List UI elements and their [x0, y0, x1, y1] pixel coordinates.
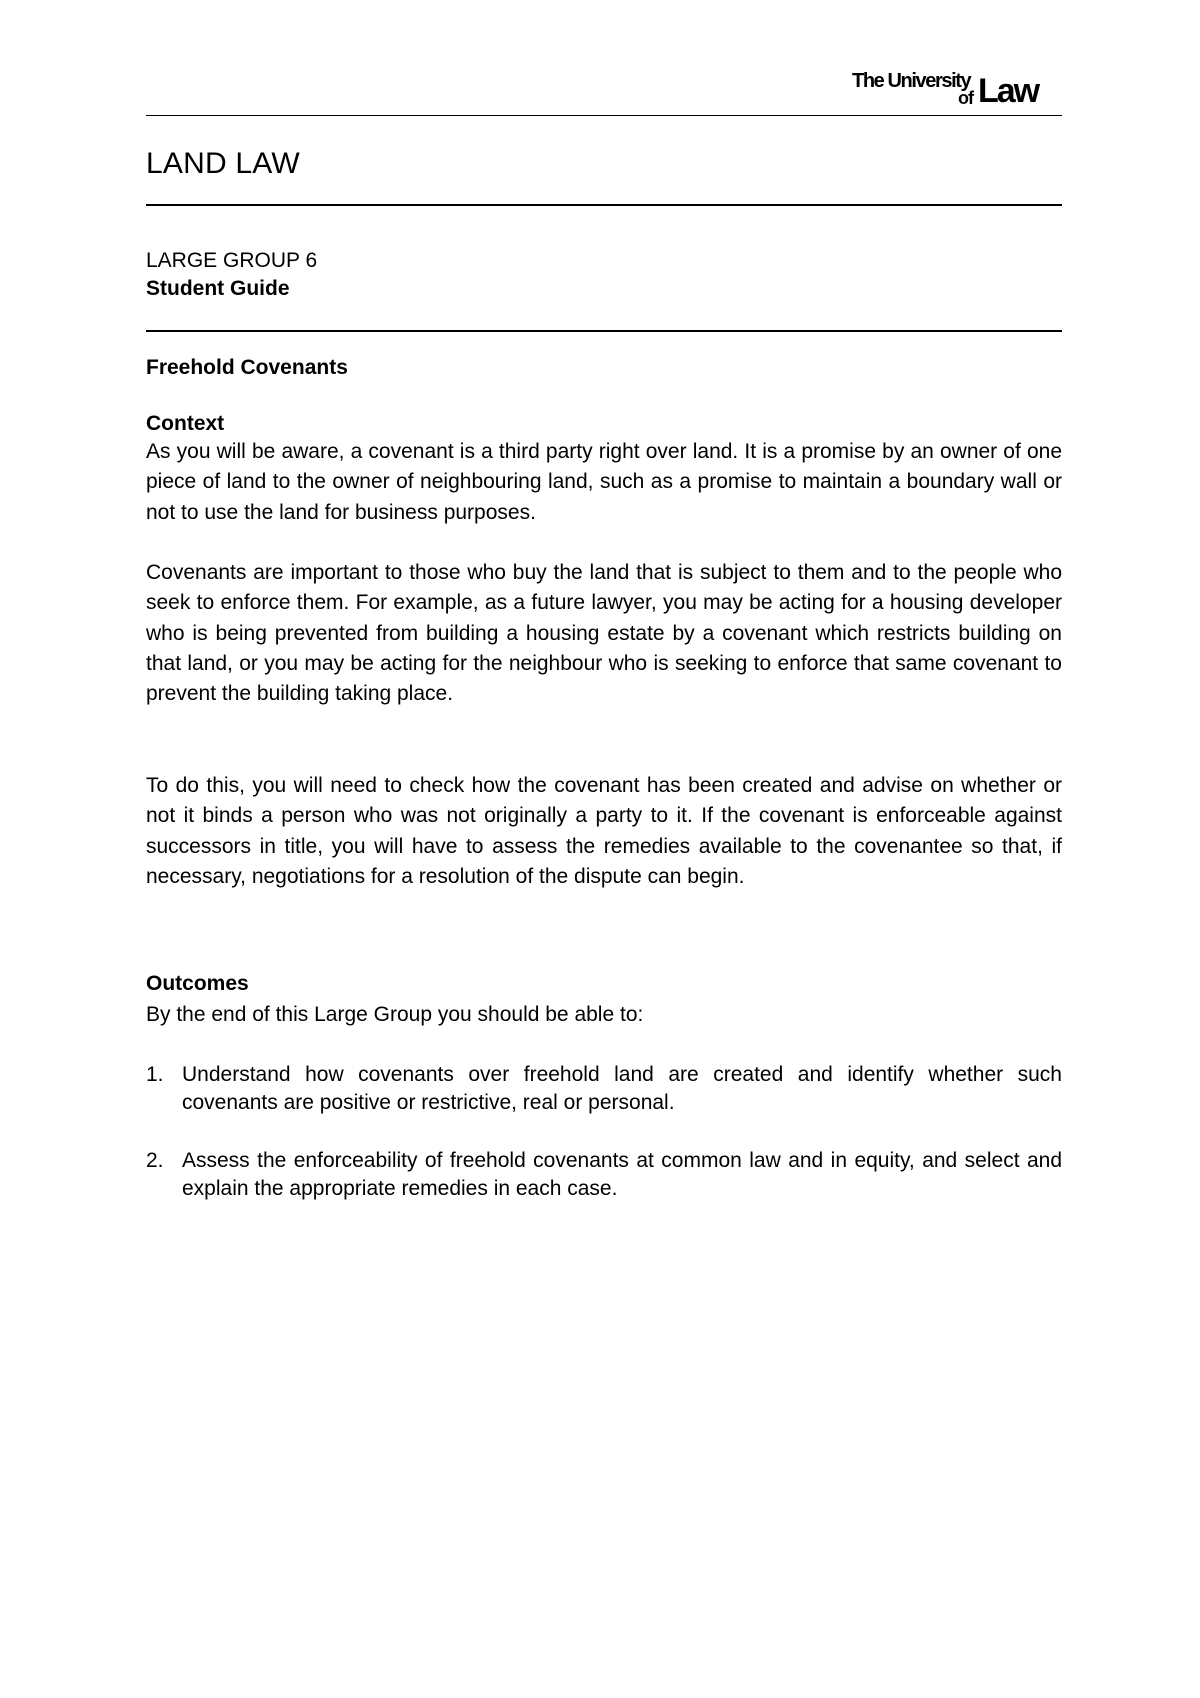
outcome-item-1 [146, 1061, 1062, 1117]
header-rule-top [146, 115, 1062, 116]
outcomes-intro: By the end of this Large Group you should be able to: [146, 1003, 644, 1026]
logo-of: of [958, 88, 973, 108]
context-heading: Context [146, 412, 225, 435]
outcome-number: 1. [146, 1063, 164, 1086]
topic-heading: Freehold Covenants [146, 356, 348, 379]
outcomes-heading: Outcomes [146, 972, 249, 995]
outcome-item-2 [146, 1147, 1062, 1203]
title-rule [146, 204, 1062, 206]
university-of-law-logo [852, 68, 1062, 112]
large-group-label: LARGE GROUP 6 [146, 249, 318, 272]
outcome-text: Assess the enforceability of freehold covenants at common law and in equity, and select and explain the appropriate remedies in each case. [182, 1149, 1062, 1200]
subhead-rule [146, 330, 1062, 332]
logo-line1: The University [852, 70, 971, 92]
logo-law: Law [978, 72, 1039, 110]
document-title: LAND LAW [146, 147, 300, 180]
context-paragraph-1: As you will be aware, a covenant is a third party right over land. It is a promise by an owner of one piece of land to the owner of neighbouring land, such as a promise to maintain a boundary wall or not to use the land for business purposes. [146, 440, 1062, 524]
context-paragraph-2: Covenants are important to those who buy the land that is subject to them and to the people who seek to enforce them. For example, as a future lawyer, you may be acting for a housing developer who is being prevented from building a housing estate by a covenant which restricts building on that land, or you may be acting for the neighbour who is seeking to enforce that same covenant to prevent the building taking place. [146, 561, 1062, 706]
outcome-text: Understand how covenants over freehold land are created and identify whether such covenants are positive or restrictive, real or personal. [182, 1063, 1062, 1114]
student-guide-label: Student Guide [146, 277, 290, 300]
context-paragraph-3: To do this, you will need to check how the covenant has been created and advise on whether or not it binds a person who was not originally a party to it. If the covenant is enforceable against successors in title, you will have to assess the remedies available to the covenantee so that, if necessary, negotiations for a resolution of the dispute can begin. [146, 774, 1062, 888]
outcome-number: 2. [146, 1149, 164, 1172]
